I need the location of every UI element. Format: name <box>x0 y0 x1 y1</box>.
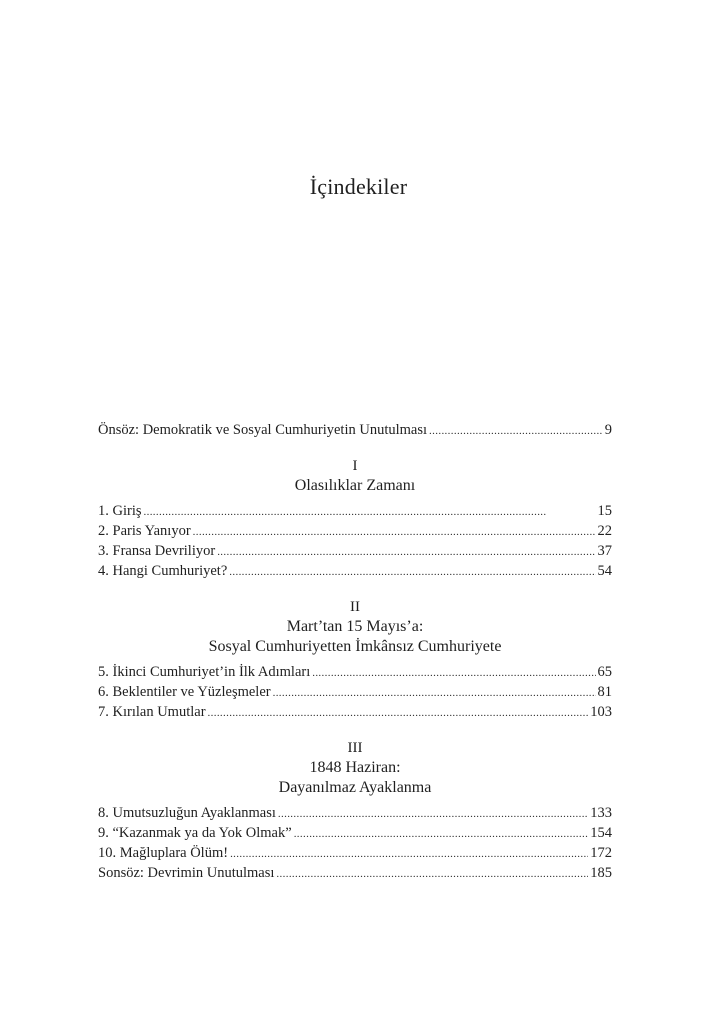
dot-leader <box>312 663 595 683</box>
toc-part-1 <box>98 456 612 581</box>
part-numeral: I <box>352 458 358 474</box>
toc-entry-label: 6. Beklentiler ve Yüzleşmeler <box>98 684 271 700</box>
toc-entry[interactable] <box>98 662 612 682</box>
toc-entry-page: 22 <box>597 523 612 539</box>
toc-entry-label: 5. İkinci Cumhuriyet’in İlk Adımları <box>98 664 311 680</box>
toc-entry-label: 7. Kırılan Umutlar <box>98 704 206 720</box>
part-title: Dayanılmaz Ayaklanma <box>278 779 432 796</box>
toc-entry-label: 4. Hangi Cumhuriyet? <box>98 563 228 579</box>
part-heading <box>98 738 612 798</box>
toc-entry-page: 15 <box>597 503 612 519</box>
toc-entry[interactable] <box>98 702 612 722</box>
part-numeral: III <box>347 740 363 756</box>
toc-entry-label: Önsöz: Demokratik ve Sosyal Cumhuriyetin Unutulması <box>98 422 428 438</box>
toc-part-2 <box>98 597 612 722</box>
dot-leader <box>144 502 596 522</box>
toc-entry-label: 1. Giriş <box>98 503 142 519</box>
toc-entry-page: 65 <box>597 664 612 680</box>
toc-entry[interactable] <box>98 420 612 440</box>
toc-entry[interactable] <box>98 682 612 702</box>
part-title: Mart’tan 15 Mayıs’a: <box>286 618 424 635</box>
dot-leader <box>429 421 603 441</box>
dot-leader <box>208 703 589 723</box>
toc-entry-label: Sonsöz: Devrimin Unutulması <box>98 865 275 881</box>
toc-entry[interactable] <box>98 501 612 521</box>
toc-entry-page: 185 <box>590 865 612 881</box>
toc-entry-label: 9. “Kazanmak ya da Yok Olmak” <box>98 825 292 841</box>
toc-entry-page: 103 <box>590 704 612 720</box>
toc-entry[interactable] <box>98 823 612 843</box>
toc-entry-page: 37 <box>597 543 612 559</box>
toc-entry-label: 2. Paris Yanıyor <box>98 523 191 539</box>
toc-entry-page: 54 <box>597 563 612 579</box>
dot-leader <box>230 844 588 864</box>
toc-entry[interactable] <box>98 843 612 863</box>
part-heading <box>98 456 612 496</box>
toc-entry-page: 9 <box>604 422 612 438</box>
toc-entry[interactable] <box>98 803 612 823</box>
dot-leader <box>276 864 588 884</box>
toc-entry[interactable] <box>98 561 612 581</box>
toc-entry-label: 10. Mağluplara Ölüm! <box>98 845 229 861</box>
dot-leader <box>273 683 596 703</box>
toc-entry-label: 3. Fransa Devriliyor <box>98 543 216 559</box>
toc-entry[interactable] <box>98 521 612 541</box>
toc-part-3 <box>98 738 612 883</box>
toc-preface <box>98 420 612 440</box>
toc-entry-page: 154 <box>590 825 612 841</box>
toc-entry[interactable] <box>98 863 612 883</box>
toc-entry-page: 81 <box>597 684 612 700</box>
toc-entry[interactable] <box>98 541 612 561</box>
dot-leader <box>217 542 595 562</box>
part-title: Olasılıklar Zamanı <box>294 477 416 494</box>
part-heading <box>98 597 612 657</box>
dot-leader <box>278 804 588 824</box>
part-title: Sosyal Cumhuriyetten İmkânsız Cumhuriyete <box>208 638 502 655</box>
part-title: 1848 Haziran: <box>309 759 401 776</box>
dot-leader <box>294 824 589 844</box>
page-title: İçindekiler <box>309 174 408 199</box>
toc-entry-label: 8. Umutsuzluğun Ayaklanması <box>98 805 276 821</box>
dot-leader <box>229 562 595 582</box>
toc-entry-page: 172 <box>590 845 612 861</box>
dot-leader <box>193 522 596 542</box>
toc-entry-page: 133 <box>590 805 612 821</box>
part-numeral: II <box>350 599 360 615</box>
